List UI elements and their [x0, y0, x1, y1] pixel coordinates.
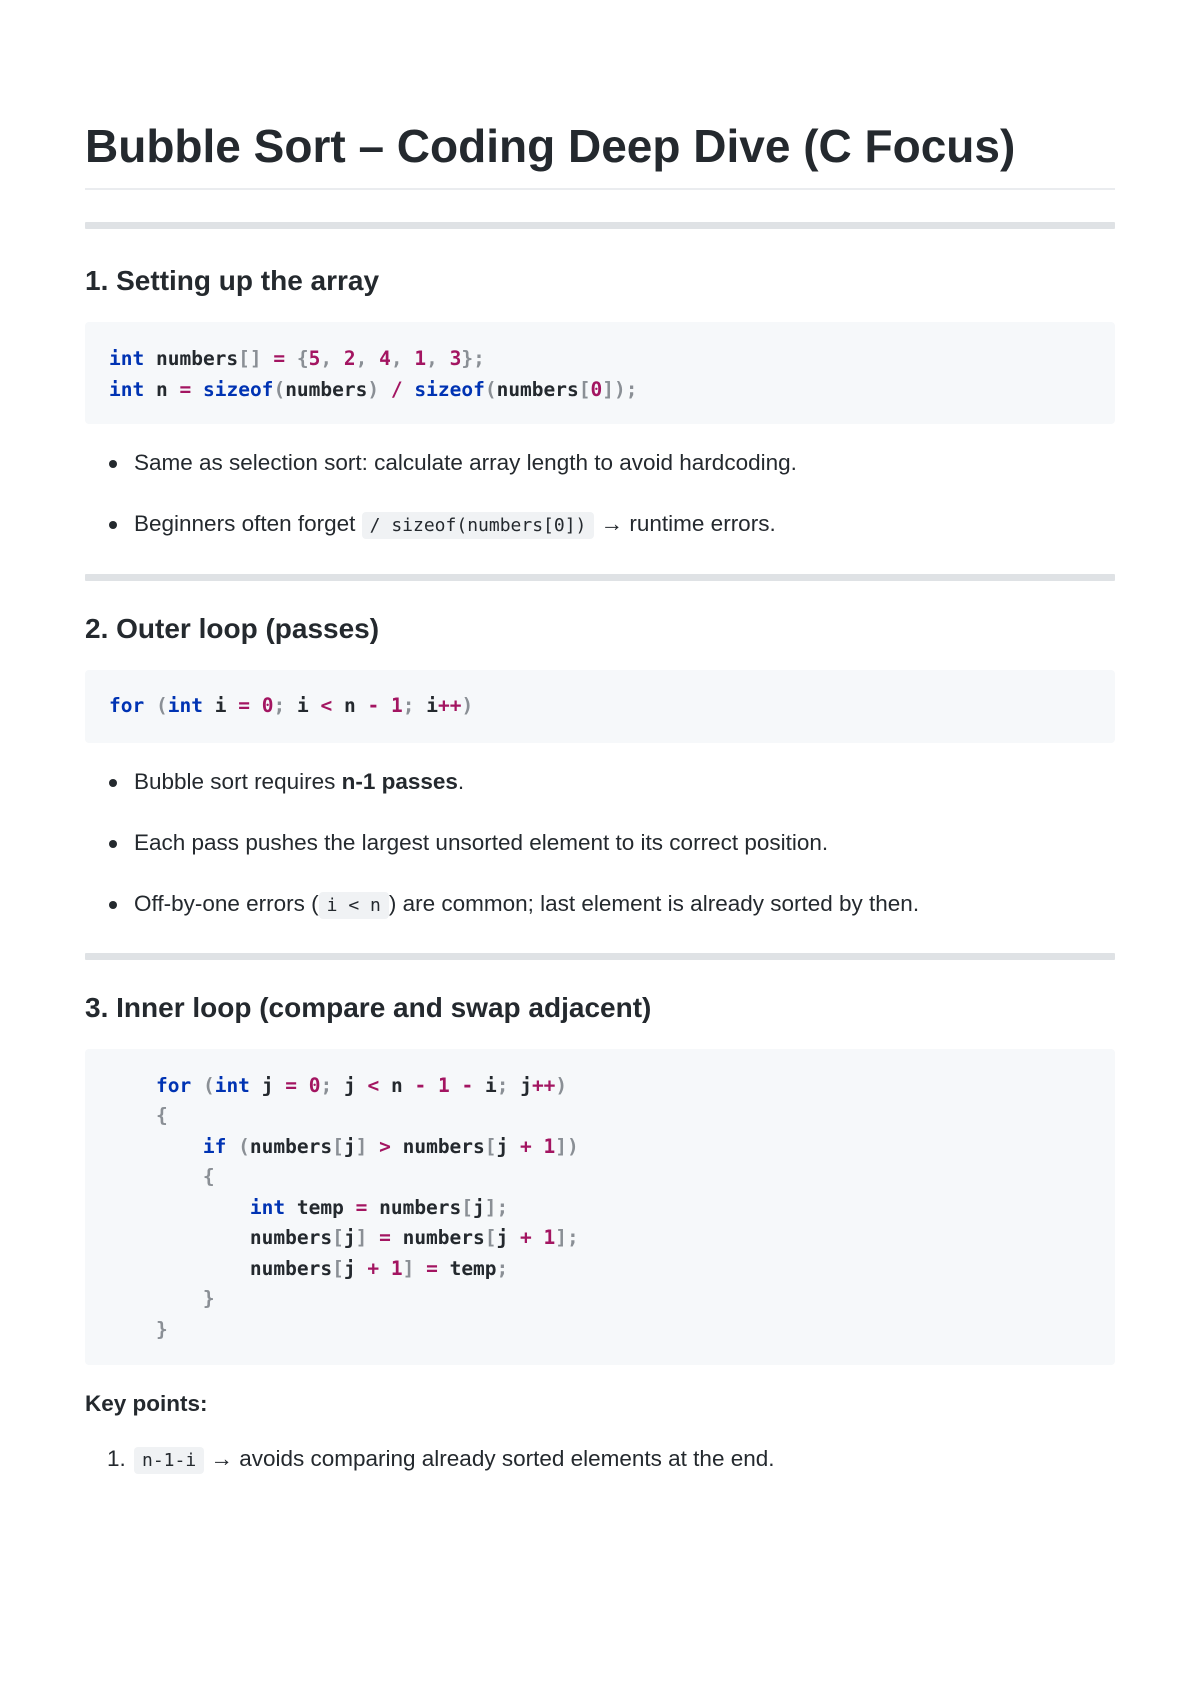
section-inner-loop [85, 990, 1115, 1477]
list-number: 1. [107, 1446, 126, 1471]
list-item [85, 509, 1115, 541]
list-item-bold: n-1 passes [341, 768, 458, 794]
inline-code: / sizeof(numbers[0]) [362, 512, 595, 539]
list-item-text: → runtime errors. [594, 511, 776, 536]
list-item-text: Beginners often forget [134, 511, 362, 536]
list-item [85, 828, 1115, 858]
page-title: Bubble Sort – Coding Deep Dive (C Focus) [85, 120, 1016, 172]
section-setup-array [85, 263, 1115, 541]
bullet-list [85, 448, 1115, 541]
section-heading: 1. Setting up the array [85, 265, 380, 296]
list-item-text: . [457, 768, 465, 794]
code-line: { [155, 1104, 168, 1127]
list-item [85, 448, 1115, 478]
code-line: int temp = numbers[j]; [249, 1195, 509, 1219]
code-line: int numbers[] = {5, 2, 4, 1, 3}; [109, 347, 485, 370]
title-underline [85, 188, 1115, 190]
list-item-text: Each pass pushes the largest unsorted element to its correct position. [134, 829, 829, 855]
code-line: numbers[j + 1] = temp; [249, 1256, 509, 1280]
section-heading: 3. Inner loop (compare and swap adjacent) [85, 991, 652, 1023]
code-line: if (numbers[j] > numbers[j + 1]) [202, 1134, 579, 1158]
list-item [85, 1444, 1115, 1476]
list-item [85, 889, 1115, 921]
section-outer-loop [85, 611, 1115, 921]
numbered-list [85, 1444, 1115, 1476]
section-divider [85, 953, 1115, 960]
list-item-text: Off-by-one errors ( [134, 890, 319, 916]
code-line: { [202, 1165, 215, 1188]
bullet-list [85, 767, 1115, 921]
list-item-text: Same as selection sort: calculate array length to avoid hardcoding. [134, 450, 797, 475]
code-block [85, 322, 1115, 424]
section-divider [85, 574, 1115, 581]
code-line: for (int i = 0; i < n - 1; i++) [109, 694, 474, 717]
section-divider [85, 222, 1115, 229]
code-block [85, 670, 1115, 743]
code-line: } [155, 1317, 168, 1341]
code-line: int n = sizeof(numbers) / sizeof(numbers[0]); [109, 377, 638, 401]
inline-code: n-1-i [134, 1447, 204, 1474]
code-line: } [202, 1287, 215, 1310]
code-line: numbers[j] = numbers[j + 1]; [249, 1226, 579, 1249]
list-item [85, 767, 1115, 797]
list-item-text: ) are common; last element is already sorted by then. [388, 890, 920, 916]
list-item-text: → avoids comparing already sorted elements at the end. [204, 1446, 775, 1471]
list-item-text: Bubble sort requires [134, 768, 342, 794]
section-heading: 2. Outer loop (passes) [85, 613, 380, 644]
key-points-label: Key points: [85, 1391, 208, 1416]
code-line: for (int j = 0; j < n - 1 - i; j++) [155, 1073, 568, 1097]
code-block [85, 1049, 1115, 1366]
inline-code: i < n [319, 892, 389, 919]
